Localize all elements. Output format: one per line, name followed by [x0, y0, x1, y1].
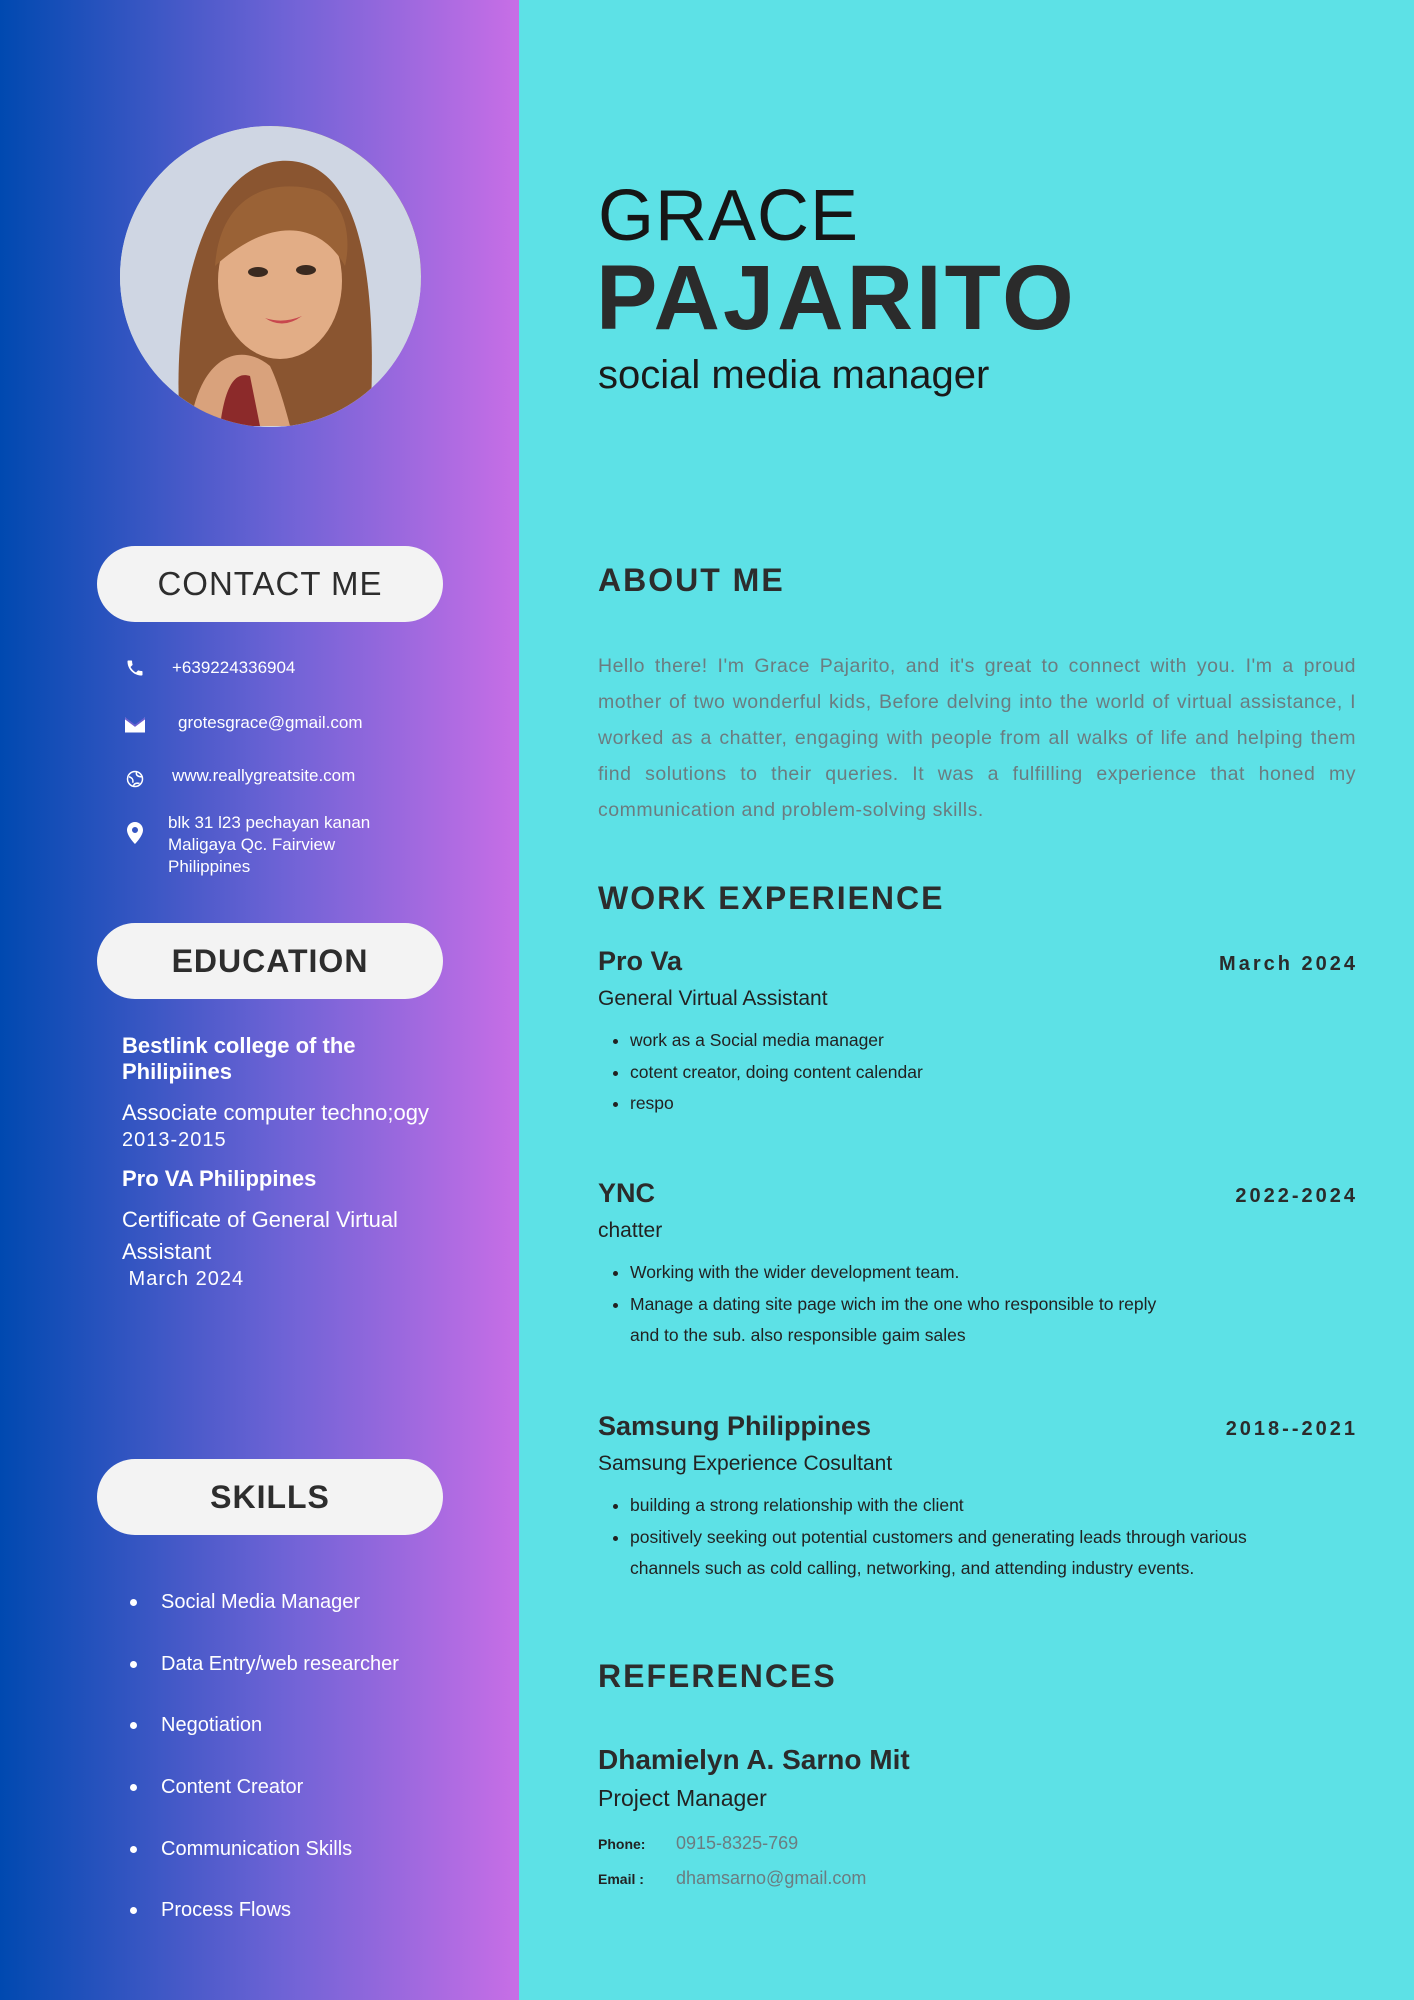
job-bullets: [598, 1257, 1170, 1352]
job-bullet: • Manage a dating site page wich im the one who responsible to reply and to the sub. also responsible gaim sales: [630, 1289, 1170, 1352]
work-heading: WORK EXPERIENCE: [598, 880, 945, 916]
job-company: Pro Va: [598, 946, 683, 976]
profile-photo: [120, 126, 421, 427]
email-icon: [122, 713, 148, 733]
job-bullet: • Working with the wider development team.: [630, 1257, 1170, 1289]
references-heading: REFERENCES: [598, 1658, 837, 1694]
reference-email-value[interactable]: dhamsarno@gmail.com: [676, 1868, 867, 1888]
job-entry: [598, 1178, 1358, 1352]
contact-address: [122, 812, 370, 878]
education-years: March 2024: [122, 1268, 245, 1290]
job-bullet: • positively seeking out potential customers and generating leads through various channels such as cold calling, networking, and attending industry events.: [630, 1522, 1250, 1585]
job-company: Samsung Philippines: [598, 1411, 872, 1441]
skill-item: Content Creator: [122, 1757, 399, 1819]
job-company: YNC: [598, 1178, 656, 1208]
reference-role: Project Manager: [598, 1785, 767, 1811]
job-date: 2022-2024: [1235, 1185, 1358, 1207]
email-text: grotesgrace@gmail.com: [178, 713, 363, 732]
education-school: Pro VA Philippines: [122, 1166, 317, 1191]
education-item: [122, 1033, 462, 1152]
reference-phone: [598, 1833, 798, 1854]
job-role: General Virtual Assistant: [598, 987, 828, 1010]
reference-phone-label: Phone:: [598, 1836, 646, 1852]
first-name: GRACE: [598, 176, 860, 256]
contact-email[interactable]: [122, 713, 363, 733]
reference-email-label: Email :: [598, 1871, 644, 1887]
address-line: Philippines: [168, 857, 251, 876]
education-degree: Certificate of General Virtual Assistant: [122, 1207, 398, 1264]
reference-phone-value[interactable]: 0915-8325-769: [676, 1833, 799, 1853]
reference-email: [598, 1868, 866, 1889]
address-text: [168, 812, 370, 878]
address-line: Maligaya Qc. Fairview: [168, 835, 336, 854]
job-bullet: • work as a Social media manager: [630, 1025, 1358, 1057]
job-bullets: [598, 1490, 1250, 1585]
about-heading: ABOUT ME: [598, 562, 785, 598]
website-text: www.reallygreatsite.com: [172, 766, 356, 785]
skills-heading: SKILLS: [97, 1459, 443, 1535]
location-pin-icon: [122, 812, 148, 844]
skill-item: Process Flows: [122, 1880, 399, 1942]
education-degree: Associate computer techno;ogy: [122, 1100, 429, 1125]
contact-phone[interactable]: [122, 658, 295, 678]
skills-list: [122, 1572, 399, 1942]
about-text: Hello there! I'm Grace Pajarito, and it's great to connect with you. I'm a proud mother of two wonderful kids, Before delving into the world of virtual assistance, I worked as a chatter, engaging with people from all walks of life and helping them find solutions to their queries. It was a fulfilling experience that honed my communication and problem-solving skills.: [598, 655, 1356, 821]
job-bullets: [598, 1025, 1358, 1120]
phone-icon: [122, 658, 148, 678]
skill-item: Social Media Manager: [122, 1572, 399, 1634]
job-date: March 2024: [1219, 953, 1358, 975]
skill-item: Communication Skills: [122, 1818, 399, 1880]
job-entry: [598, 946, 1358, 1120]
globe-icon: [122, 766, 148, 788]
address-line: blk 31 l23 pechayan kanan: [168, 813, 371, 832]
job-date: 2018--2021: [1225, 1418, 1358, 1440]
education-years: 2013-2015: [122, 1129, 227, 1151]
job-bullet: • building a strong relationship with the client: [630, 1490, 1250, 1522]
job-bullet: • respo: [630, 1088, 1358, 1120]
job-entry: [598, 1411, 1358, 1585]
reference-name: Dhamielyn A. Sarno Mit: [598, 1744, 910, 1775]
job-bullet: • cotent creator, doing content calendar: [630, 1057, 1358, 1089]
job-role: Samsung Experience Cosultant: [598, 1452, 893, 1475]
job-role: chatter: [598, 1219, 663, 1242]
skill-item: Negotiation: [122, 1695, 399, 1757]
job-title: social media manager: [598, 353, 990, 397]
contact-heading: CONTACT ME: [97, 546, 443, 622]
sidebar: [0, 0, 519, 2000]
education-item: [122, 1166, 462, 1291]
last-name: PAJARITO: [596, 247, 1077, 349]
contact-website[interactable]: [122, 766, 355, 788]
phone-text: +639224336904: [172, 658, 296, 677]
skill-item: Data Entry/web researcher: [122, 1634, 399, 1696]
education-school: Bestlink college of the Philipiines: [122, 1033, 356, 1084]
education-heading: EDUCATION: [97, 923, 443, 999]
